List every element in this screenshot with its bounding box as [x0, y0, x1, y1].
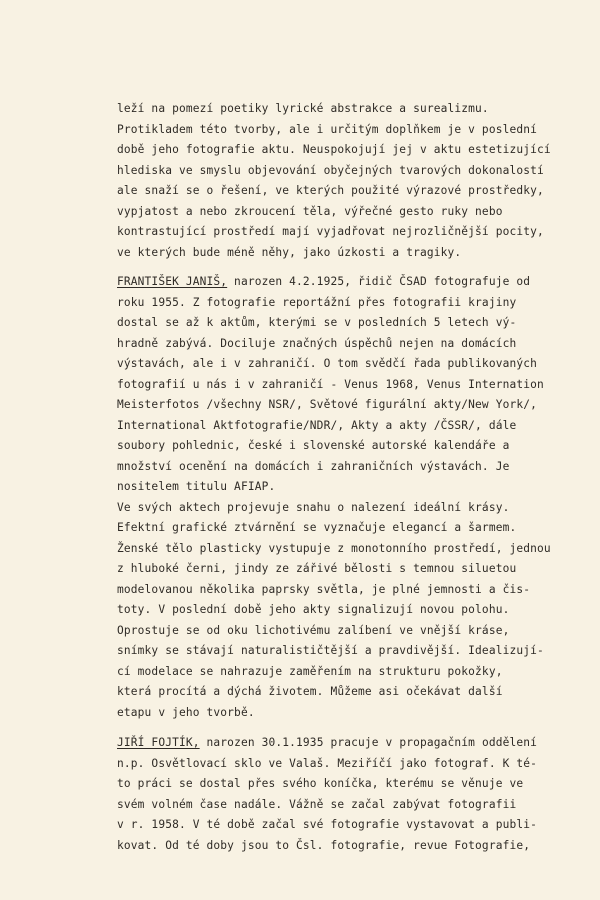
text-line: snímky se stávají naturalističtější a pravdivější. Idealizují-	[117, 644, 544, 657]
text-line: vypjatost a nebo zkroucení těla, výřečné gesto ruky nebo	[117, 205, 503, 218]
text-line: dostal se až k aktům, kterými se v posledních 5 letech vý-	[117, 316, 517, 329]
text-line: z hluboké černi, jindy ze zářivé bělosti s temnou siluetou	[117, 562, 517, 575]
text-line: svém volném čase nadále. Vážně se začal zabývat fotografii	[117, 798, 517, 811]
text-line: době jeho fotografie aktu. Neuspokojují jej v aktu estetizující	[117, 143, 551, 156]
text-line: nositelem titulu AFIAP.	[117, 480, 276, 493]
text-line: množství ocenění na domácích i zahraničních výstavách. Je	[117, 460, 510, 473]
text-line: výstavách, ale i v zahraničí. O tom svědčí řada publikovaných	[117, 357, 538, 370]
text-line: cí modelace se nahrazuje zaměřením na strukturu pokožky,	[117, 665, 503, 678]
text-line: roku 1955. Z fotografie reportážní přes fotografii krajiny	[117, 296, 517, 309]
text-fragment: narozen 30.1.1935 pracuje v propagačním oddělení	[199, 736, 538, 749]
text-line: fotografií u nás i v zahraničí - Venus 1968, Venus Internation	[117, 378, 544, 391]
text-line: n.p. Osvětlovací sklo ve Valaš. Meziříčí jako fotograf. K té-	[117, 757, 538, 770]
text-line: Oprostuje se od oku lichotivému zalíbení ve vnější kráse,	[117, 624, 510, 637]
text-line: která procítá a dýchá životem. Můžeme asi očekávat další	[117, 685, 503, 698]
text-line: soubory pohlednic, české i slovenské autorské kalendáře a	[117, 439, 510, 452]
text-line	[117, 275, 530, 288]
text-line: v r. 1958. V té době začal své fotografie vystavovat a publi-	[117, 818, 538, 831]
text-line: modelovanou několika paprsky světla, je plné jemnosti a čis-	[117, 583, 531, 596]
text-line: hradně zabývá. Dociluje značných úspěchů nejen na domácích	[117, 337, 517, 350]
text-line: Meisterfotos /všechny NSR/, Světové figurální akty/New York/,	[117, 398, 538, 411]
text-line: etapu v jeho tvorbě.	[117, 706, 255, 719]
text-line: leží na pomezí poetiky lyrické abstrakce a surealizmu.	[117, 102, 489, 115]
text-fragment: narozen 4.2.1925, řidič ČSAD fotografuje od	[227, 275, 531, 288]
text-line: to práci se dostal přes svého koníčka, kterému se věnuje ve	[117, 777, 524, 790]
text-line: kovat. Od té doby jsou to Čsl. fotografie, revue Fotografie,	[117, 839, 531, 852]
text-line: ale snaží se o řešení, ve kterých použité výrazové prostředky,	[117, 184, 544, 197]
author-name-janis: FRANTIŠEK JANIŠ,	[117, 275, 228, 288]
text-line: ve kterých bude méně něhy, jako úzkosti a tragiky.	[117, 246, 462, 259]
text-line	[117, 736, 537, 749]
text-line: International Aktfotografie/NDR/, Akty a akty /ČSSR/, dále	[117, 419, 517, 432]
text-line: hlediska ve smyslu objevování obyčejných tvarových dokonalostí	[117, 164, 544, 177]
text-line: Ženské tělo plasticky vystupuje z monotonního prostředí, jednou	[117, 542, 551, 555]
text-line: kontrastující prostředí mají vyjadřovat nejrozličnější pocity,	[117, 225, 544, 238]
text-line: Efektní grafické ztvárnění se vyznačuje elegancí a šarmem.	[117, 521, 517, 534]
text-line: Ve svých aktech projevuje snahu o nalezení ideální krásy.	[117, 501, 510, 514]
text-line: Protikladem této tvorby, ale i určitým doplňkem je v poslední	[117, 123, 538, 136]
author-name-fojtik: JIŘÍ FOJTÍK,	[117, 736, 200, 749]
text-line: toty. V poslední době jeho akty signalizují novou polohu.	[117, 603, 510, 616]
